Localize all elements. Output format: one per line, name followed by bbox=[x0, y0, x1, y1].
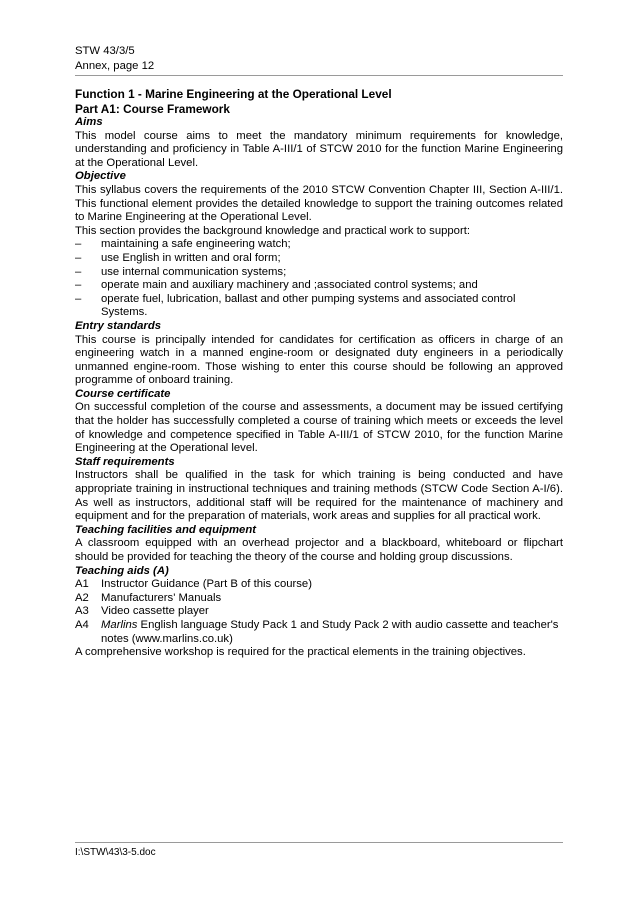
dash-icon: – bbox=[75, 238, 82, 251]
dash-icon: – bbox=[75, 292, 82, 305]
objective-intro: This section provides the background knowledge and practical work to support: bbox=[75, 224, 470, 237]
function-title: Function 1 - Marine Engineering at the Operational Level bbox=[75, 87, 392, 101]
list-item: A1 Instructor Guidance (Part B of this course) bbox=[75, 578, 312, 591]
teaching-facilities-heading: Teaching facilities and equipment bbox=[75, 523, 256, 536]
objective-text: This syllabus covers the requirements of the 2010 STCW Convention Chapter III, Section A-III/1. This functional element provides the detailed knowledge to support the training outcomes related to Marine Engineering at the Operational Level. bbox=[75, 183, 563, 224]
objective-list bbox=[75, 238, 563, 320]
dash-icon: – bbox=[75, 279, 82, 292]
course-certificate-text: On successful completion of the course and assessments, a document may be issued certifying that the holder has successfully completed a course of training which meets or exceeds the level of knowledge and competence specified in Table A-III/1 of STCW 2010, for the function Marine Engineering at the Operational level. bbox=[75, 401, 563, 455]
file-path: I:\STW\43\3-5.doc bbox=[75, 847, 156, 858]
entry-standards-heading: Entry standards bbox=[75, 319, 162, 332]
aims-heading: Aims bbox=[75, 116, 103, 128]
list-item: – maintaining a safe engineering watch; bbox=[75, 238, 291, 251]
list-item: – use internal communication systems; bbox=[75, 265, 287, 278]
page-header bbox=[75, 44, 563, 73]
list-item: – operate fuel, lubrication, ballast and other pumping systems and associated control Systems. bbox=[75, 292, 516, 319]
document-body bbox=[75, 87, 563, 660]
page-number: Annex, page 12 bbox=[75, 59, 155, 72]
teaching-facilities-text: A classroom equipped with an overhead projector and a blackboard, whiteboard or flipchart should be provided for teaching the theory of the course and holding group discussions. bbox=[75, 537, 563, 563]
teaching-aids-closing: A comprehensive workshop is required for the practical elements in the training objectives. bbox=[75, 646, 526, 659]
objective-heading: Objective bbox=[75, 170, 126, 183]
aims-text: This model course aims to meet the mandatory minimum requirements for knowledge, understanding and proficiency in Table A-III/1 of STCW 2010 for the function Marine Engineering at the Operational Level. bbox=[75, 129, 563, 169]
header-divider bbox=[75, 75, 563, 76]
list-item: A4 Marlins English language Study Pack 1 and Study Pack 2 with audio cassette and teacher's notes (www.marlins.co.uk) bbox=[75, 618, 559, 645]
footer-divider bbox=[75, 842, 563, 843]
list-item: – operate main and auxiliary machinery and ;associated control systems; and bbox=[75, 279, 478, 292]
part-title: Part A1: Course Framework bbox=[75, 101, 230, 116]
course-certificate-heading: Course certificate bbox=[75, 387, 171, 400]
list-item: – use English in written and oral form; bbox=[75, 251, 281, 264]
entry-standards-text: This course is principally intended for candidates for certification as officers in charge of an engineering watch in a manned engine-room or designated duty engineers in a periodically unmanned engine-room. Those wishing to enter this course should be following an approved programme of onboard training. bbox=[75, 333, 563, 387]
list-item: A2 Manufacturers' Manuals bbox=[75, 591, 222, 604]
staff-requirements-text: Instructors shall be qualified in the task for which training is being conducted and have appropriate training in instructional techniques and training methods (STCW Code Section A-I/6). As well as instructors, additional staff will be required for the maintenance of machinery and equipment and for the preparation of materials, work areas and supplies for all practical work. bbox=[75, 469, 563, 523]
dash-icon: – bbox=[75, 265, 82, 278]
teaching-aids-heading: Teaching aids (A) bbox=[75, 564, 169, 577]
dash-icon: – bbox=[75, 251, 82, 264]
document-reference: STW 43/3/5 bbox=[75, 45, 135, 57]
list-item: A3 Video cassette player bbox=[75, 605, 209, 618]
teaching-aids-list bbox=[75, 578, 563, 646]
staff-requirements-heading: Staff requirements bbox=[75, 455, 175, 468]
